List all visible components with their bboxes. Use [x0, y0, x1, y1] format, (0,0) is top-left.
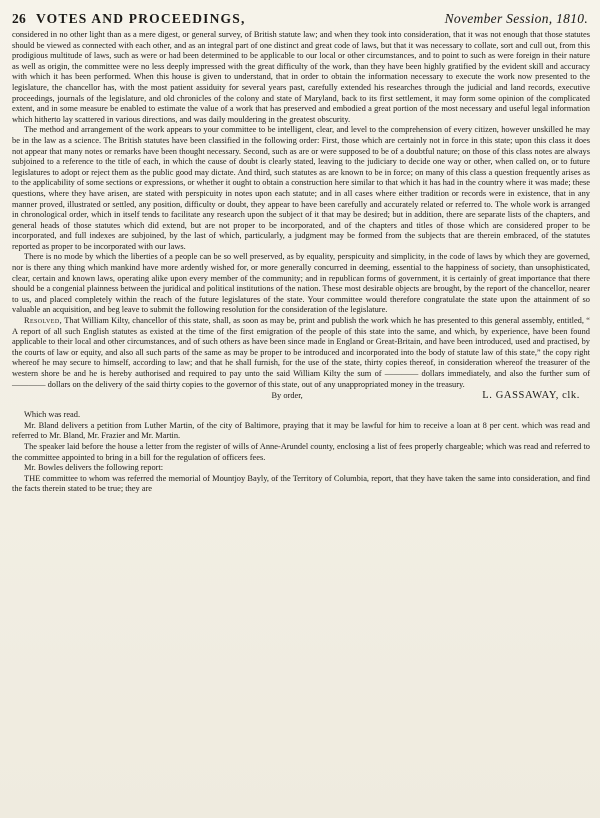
paragraph-continued: considered in no other light than as a mere digest, or general survey, of British statute law; and when they took into consideration, that it was not enough that those statutes should be viewed as connected with each other, and as an integral part of one distinct and great code of laws, but that it was necessary to collate, sort and cull out, from this prodigious multitude of laws, such as were or had been determined to be applicable to our local or other circumstances, and to point to such as were foreign in their nature as well as origin, the committee were no less deeply impressed with the great difficulty of the work, than they have been highly gratified by the evident skill and accuracy with which it has been performed. When this house is given to understand, that in order to obtain the information necessary to execute the work now presented to the legislature, the chancellor has, with the most patient assiduity for several years past, carefully extended his researches through the judicial and land records, executive proceedings, journals of the legislature, and old chronicles of the colony and state of Maryland, back to its first settlement, it may form some opinion of the complicated extent, and in some measure be enabled to estimate the value of a work that has preserved and embodied a great portion of the most necessary and useful legal information which hitherto lay scattered in various directions, and was daily mouldering in the greatest obscurity. — [12, 30, 590, 124]
proceeding-committee-report: THE committee to whom was referred the memorial of Mountjoy Bayly, of the Territory of Columbia, report, that they have taken the same into consideration, and find the facts therein stated to be true; they are — [12, 473, 590, 494]
paragraph-liberties: There is no mode by which the liberties of a people can be so well preserved, as by equality, perspicuity and simplicity, in the code of laws by which they are governed, nor is there any thing which mankind have more ardently wished for, or more generally concurred in deeming, essential to the happiness of society, than unsophisticated, clear, certain and known laws, operating alike upon every member of the community; and in republican forms of government, it is certainly of great importance that there should be a congenial plainness between the juridical and political institutions of the nation. These most desirable objects are brought, by the report of the chancellor, nearer to us, and placed completely within the reach of the future legislatures of the state. Your committee would therefore congratulate the state upon the attainment of so valuable an acquisition, and beg leave to submit the following resolution for the consideration of the legislature. — [12, 252, 590, 315]
resolved-keyword: Resolved, — [24, 316, 63, 326]
session-label: November Session, 1810. — [444, 11, 588, 26]
proceeding-report-intro: Mr. Bowles delivers the following report: — [24, 463, 164, 473]
paragraph-method: The method and arrangement of the work appears to your committee to be intelligent, clear, and level to the comprehension of every citizen, however unskilled he may be in the law as a science. The British statutes have been classified in the following order: First, those which are certainly not in force in this state; upon this class it does not appear that many notes or remarks have been thought necessary. Second, such as are or were supposed to be of a doubtful nature; on those of this class notes are always subjoined to a reference to the title of each, in which the cause of doubt is clearly stated, leaving to the judiciary to decide one way or other, when called on, or to future legislatures to adopt or reject them as the public good may dictate. And third, such statutes as are known to be in force; on many of this class a question frequently arises as to the applicability of some sections or expressions, or whether it ought to obtain a construction here similar to that which it has had in the country where it was made; these questions, where they have arisen, are stated with perspicuity in notes upon each statute; and in all cases where either tradition or records were in existence, that in any manner proved, illustrated or settled, any position, difficulty or doubt, they appear to have been carefully and accurately related or referred to. The whole work is arranged in chronological order, which in itself tends to facilitate any research upon the subject of it that may be desired; but in addition, there are separate lists of the chapters, and general heads of those statutes which did extend, but are not proper to be incorporated, and of the chapters and titles of those which are considered proper to be incorporated, and full indexes are subjoined, by the last of which, particularly, a judgment may be formed from the subjects that are therein embraced, of the statutes reported as proper to be incorporated with our laws. — [12, 125, 590, 251]
proceeding-letter: The speaker laid before the house a letter from the register of wills of Anne-Arundel county, enclosing a list of fees properly chargeable; which was read and referred to the committee appointed to bring in a bill for the regulation of officers fees. — [12, 441, 590, 462]
signature-block — [12, 390, 590, 401]
page-header — [12, 10, 590, 30]
proceeding-petition: Mr. Bland delivers a petition from Luther Martin, of the city of Baltimore, praying that it may be lawful for him to receive a loan at 8 per cent. which was read and referred to Mr. Bland, Mr. Frazier and Mr. Martin. — [12, 420, 590, 441]
page-number: 26 — [12, 11, 27, 26]
proceeding-read: Which was read. — [24, 410, 81, 420]
resolution-text: That William Kilty, chancellor of this state, shall, as soon as may be, print and publish the work which he has presented to this general assembly, entitled, “ A report of all such English statutes as existed at the time of the first emigration of the people of this state into the same, and which, by experience, have been found applicable to their local and other circumstances, and of such others as have been since made in England or Great-Britain, and have been introduced, used and practised, by the courts of law or equity, and also all such parts of the same as may be proper to be introduced and incorporated into the body of statute law of this state,” the copy right whereof he may secure to himself, according to law; and that he shall furnish, for the use of the state, thirty copies thereof, in consideration whereof the treasurer of the western shore be and he is hereby authorised and required to pay unto the said William Kilty the sum of ———— dollars immediately, and also the further sum of ———— dollars on the delivery of the said thirty copies to the governor of this state, out of any unappropriated money in the treasury. — [12, 316, 590, 389]
document-body — [12, 30, 590, 495]
by-order-text: By order, — [271, 391, 303, 401]
clerk-signature: L. GASSAWAY, clk. — [482, 390, 580, 402]
running-title: VOTES AND PROCEEDINGS, — [36, 11, 246, 26]
resolution-paragraph — [12, 316, 590, 390]
